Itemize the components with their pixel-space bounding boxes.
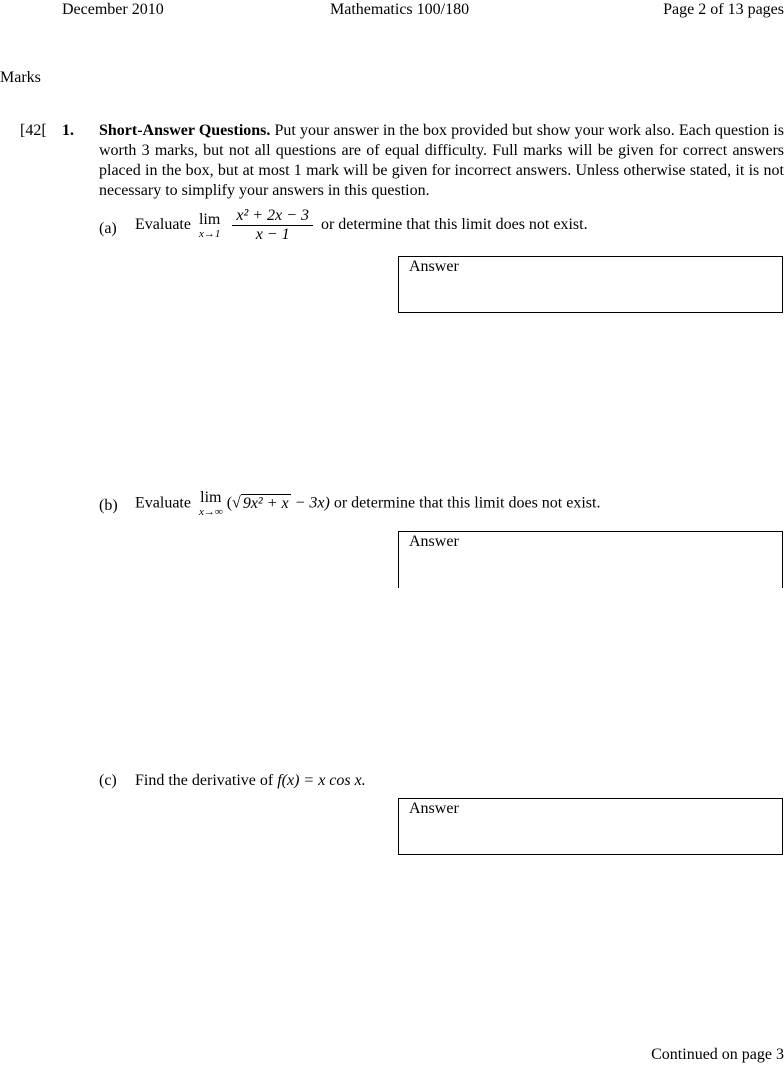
- part-a-fraction: [232, 207, 313, 244]
- part-a-lim-word: lim: [198, 210, 221, 228]
- part-c-answer-label: Answer: [409, 800, 459, 817]
- part-b-answer-label: Answer: [409, 533, 459, 550]
- part-a-suffix: or determine that this limit does not exist.: [320, 216, 588, 234]
- header-date: December 2010: [62, 1, 164, 18]
- part-b-question: [135, 490, 600, 518]
- part-c-answer-box[interactable]: [398, 798, 783, 855]
- part-c-question: [135, 771, 366, 791]
- part-b-open-paren: (: [226, 494, 233, 512]
- part-c-label: (c): [99, 772, 117, 789]
- part-a-question: [135, 207, 588, 244]
- part-b-suffix: or determine that this limit does not exist.: [333, 494, 601, 512]
- header-page-number: Page 2 of 13 pages: [663, 1, 784, 18]
- part-b-lim-word: lim: [200, 489, 222, 506]
- part-b-label: (b): [99, 497, 118, 514]
- part-b-limit: [199, 490, 223, 518]
- part-a-prefix: Evaluate: [135, 216, 191, 234]
- part-c-expression: f(x) = x cos x.: [277, 772, 366, 789]
- part-b-lim-subscript: x→∞: [198, 506, 223, 518]
- question-instructions-text: Put your answer in the box provided but show your work also. Each question is worth 3 marks, but not all questions are of equal difficulty. Full marks will be given for correct answers placed in the box, but at most 1 mark will be given for incorrect answers. Unless otherwise stated, it is not necessary to simplify your answers in this question.: [99, 122, 784, 199]
- footer-continued: Continued on page 3: [651, 1046, 784, 1063]
- part-b-answer-box[interactable]: [398, 531, 783, 588]
- header-course: Mathematics 100/180: [330, 1, 470, 18]
- part-a-lim-subscript: x→1: [198, 227, 221, 240]
- part-a-answer-box[interactable]: [398, 256, 783, 313]
- part-b-after-sqrt: − 3x): [290, 494, 330, 512]
- question-title: Short-Answer Questions.: [99, 122, 271, 139]
- part-a-numerator: x² + 2x − 3: [232, 207, 313, 226]
- question-instructions: [99, 121, 784, 201]
- part-a-limit: [199, 212, 220, 240]
- part-c-prefix: Find the derivative of: [135, 772, 274, 789]
- part-b-radicand: 9x² + x: [242, 494, 289, 512]
- part-b-radical-sign: √: [232, 494, 241, 512]
- question-number: 1.: [62, 122, 74, 139]
- question-marks: [42[: [20, 122, 47, 139]
- part-b-prefix: Evaluate: [135, 494, 191, 512]
- marks-column-label: Marks: [0, 69, 41, 86]
- part-a-label: (a): [99, 220, 117, 237]
- part-a-denominator: x − 1: [255, 226, 290, 243]
- part-a-answer-label: Answer: [409, 258, 459, 275]
